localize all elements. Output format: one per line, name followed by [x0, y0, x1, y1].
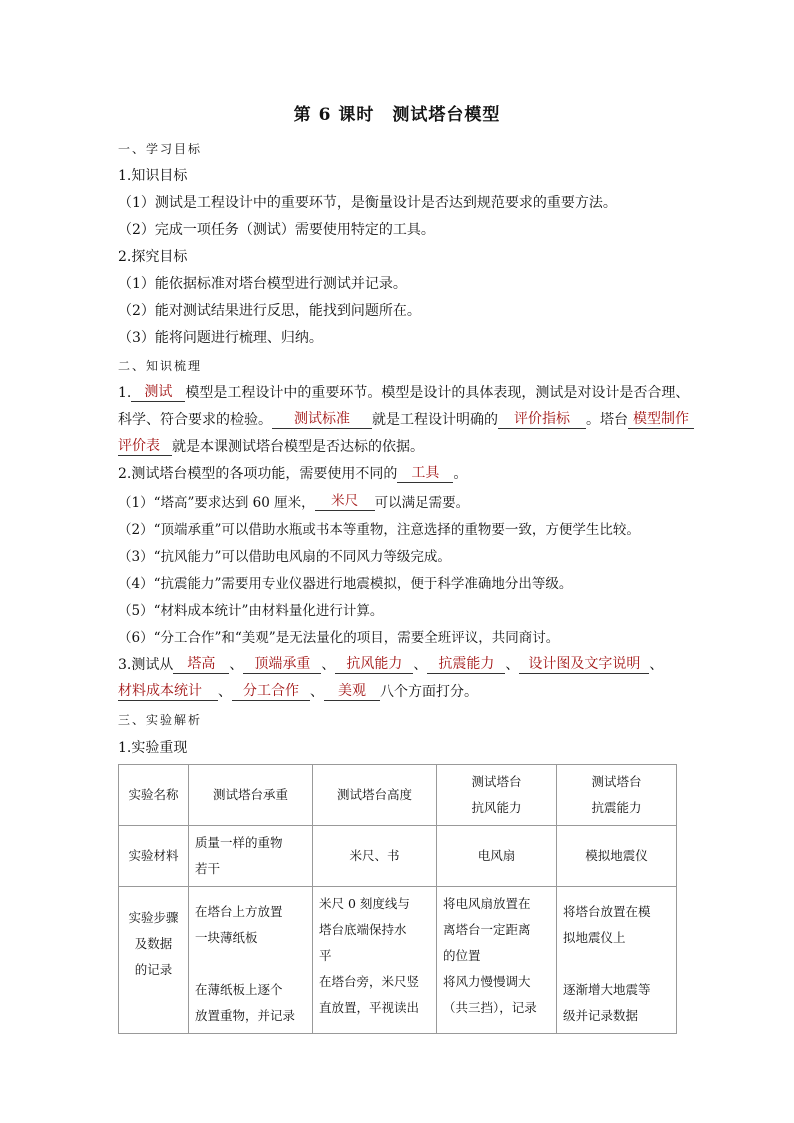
answer-blank [498, 410, 586, 429]
table-cell [189, 826, 313, 887]
cell-line: 实验步骤 [128, 910, 179, 925]
answer-text: 米尺 [331, 493, 359, 509]
section-heading-goals: 一、学习目标 [118, 142, 203, 156]
table-cell [189, 887, 313, 1034]
table-cell [119, 887, 189, 1034]
explore-goal-2: （2）能对测试结果进行反思，能找到问题所在。 [118, 303, 421, 319]
knowledge-goal-1: （1）测试是工程设计中的重要环节，是衡量设计是否达到规范要求的重要方法。 [118, 195, 617, 211]
text: （1）“塔高”要求达到 60 厘米， [118, 495, 315, 511]
experiment-subheading: 1.实验重现 [118, 740, 188, 756]
answer-blank [315, 492, 375, 511]
answer-blank [131, 383, 185, 402]
answer-text: 塔高 [187, 656, 216, 672]
answer-blank [519, 655, 649, 674]
answer-text: 顶端承重 [254, 656, 311, 672]
answer-text: 分工合作 [243, 683, 299, 699]
paragraph-3-line-2 [118, 681, 478, 701]
text: 可以满足需要。 [374, 495, 470, 511]
cell-line: 抗震能力 [591, 800, 642, 815]
cell-line: 测试塔台 [471, 774, 522, 789]
separator: 、 [649, 657, 664, 673]
explore-goal-1: （1）能依据标准对塔台模型进行测试并记录。 [118, 276, 407, 292]
experiment-table [118, 764, 677, 1034]
cell-line: 的位置 [443, 948, 481, 963]
answer-blank [173, 655, 229, 674]
paragraph-1-line-3 [118, 436, 424, 456]
separator: 、 [229, 657, 244, 673]
cell-line: 将风力慢慢调大 [443, 974, 531, 989]
cell-line: 抗风能力 [471, 800, 522, 815]
knowledge-goal-heading: 1.知识目标 [118, 168, 188, 184]
tool-item-3: （3）“抗风能力”可以借助电风扇的不同风力等级完成。 [118, 549, 451, 565]
cell-line: 在塔台旁，米尺竖 [319, 974, 420, 989]
cell-line: 若干 [195, 861, 221, 876]
cell-line: 放置重物，并记录 [195, 1008, 296, 1023]
answer-blank [397, 464, 453, 483]
explore-goal-heading: 2.探究目标 [118, 249, 188, 265]
text: 模型是工程设计中的重要环节。模型是设计的具体表现，测试是对设计是否合理、 [185, 385, 690, 401]
table-cell [437, 887, 557, 1034]
text: 2.测试塔台模型的各项功能，需要使用不同的 [118, 466, 398, 482]
cell-line: 米尺 0 刻度线与 [319, 896, 410, 911]
cell-line: 测试塔台 [591, 774, 642, 789]
answer-text: 评价表 [118, 438, 160, 454]
answer-blank [324, 682, 380, 701]
answer-blank [272, 410, 372, 429]
tool-item-1 [118, 491, 469, 511]
table-cell [313, 887, 437, 1034]
cell-line: 将电风扇放置在 [443, 896, 531, 911]
tool-item-4: （4）“抗震能力”需要用专业仪器进行地震模拟，便于科学准确地分出等级。 [118, 576, 573, 592]
answer-text: 评价指标 [514, 411, 570, 427]
tool-item-5: （5）“材料成本统计”由材料量化进行计算。 [118, 603, 384, 619]
text: 科学、符合要求的检验。 [118, 412, 272, 428]
explore-goal-3: （3）能将问题进行梳理、归纳。 [118, 330, 323, 346]
table-cell [437, 765, 557, 826]
paragraph-1-line-2 [118, 409, 694, 429]
separator: 、 [505, 657, 520, 673]
text: 1. [118, 385, 132, 401]
answer-blank [232, 682, 310, 701]
cell-line: 在塔台上方放置 [195, 904, 283, 919]
answer-blank [118, 682, 218, 701]
separator: 、 [321, 657, 336, 673]
cell-line: 离塔台一定距离 [443, 922, 531, 937]
answer-text: 测试 [144, 384, 173, 400]
cell-line: 将塔台放置在模 [563, 904, 651, 919]
cell-line: 的记录 [134, 962, 173, 977]
table-cell [557, 765, 677, 826]
answer-blank [243, 655, 321, 674]
answer-blank [427, 655, 505, 674]
text: 就是工程设计明确的 [372, 412, 498, 428]
text: 就是本课测试塔台模型是否达标的依据。 [172, 439, 424, 455]
table-cell: 模拟地震仪 [557, 826, 677, 887]
answer-text: 材料成本统计 [118, 683, 202, 699]
section-heading-knowledge: 二、知识梳理 [118, 359, 203, 373]
table-header-row [119, 765, 677, 826]
text: 。塔台 [586, 412, 628, 428]
text: 3.测试从 [118, 657, 174, 673]
cell-line: 直放置，平视读出 [319, 1000, 420, 1015]
paragraph-3-line-1 [118, 654, 663, 674]
answer-text: 美观 [338, 683, 366, 699]
cell-line: 在薄纸板上逐个 [195, 982, 283, 997]
cell-line: 塔台底端保持水 [319, 922, 407, 937]
table-cell [557, 887, 677, 1034]
table-cell: 实验材料 [119, 826, 189, 887]
table-cell: 米尺、书 [313, 826, 437, 887]
cell-line: 质量一样的重物 [195, 835, 283, 850]
table-cell: 电风扇 [437, 826, 557, 887]
answer-text: 抗震能力 [438, 656, 495, 672]
cell-line: 平 [319, 948, 332, 963]
text: 。 [453, 466, 468, 482]
separator: 、 [310, 684, 324, 700]
answer-blank [335, 655, 413, 674]
text: 八个方面打分。 [380, 684, 478, 700]
knowledge-goal-2: （2）完成一项任务（测试）需要使用特定的工具。 [118, 222, 435, 238]
table-cell: 测试塔台高度 [313, 765, 437, 826]
section-heading-experiment: 三、实验解析 [118, 713, 203, 727]
cell-line: （共三挡），记录 [443, 1000, 537, 1015]
tool-item-2: （2）“顶端承重”可以借助水瓶或书本等重物，注意选择的重物要一致，方便学生比较。 [118, 522, 640, 538]
cell-line: 逐渐增大地震等 [563, 982, 651, 997]
cell-line: 拟地震仪上 [563, 930, 626, 945]
table-cell: 实验名称 [119, 765, 189, 826]
paragraph-2 [118, 463, 467, 483]
table-row [119, 887, 677, 1034]
paragraph-1-line-1 [118, 382, 689, 402]
table-row [119, 826, 677, 887]
page-title: 第 6 课时 测试塔台模型 [293, 105, 501, 125]
answer-text: 模型制作 [633, 411, 689, 427]
answer-text: 抗风能力 [346, 656, 403, 672]
cell-line: 一块薄纸板 [195, 930, 258, 945]
tool-item-6: （6）“分工合作”和“美观”是无法量化的项目，需要全班评议，共同商讨。 [118, 630, 560, 646]
separator: 、 [218, 684, 232, 700]
separator: 、 [413, 657, 428, 673]
cell-line: 级并记录数据 [563, 1008, 639, 1023]
answer-text: 设计图及文字说明 [528, 656, 641, 672]
answer-blank [118, 437, 172, 456]
cell-line: 及数据 [134, 936, 173, 951]
answer-text: 工具 [411, 465, 440, 481]
answer-text: 测试标准 [294, 411, 350, 427]
answer-blank [628, 410, 694, 429]
table-cell: 测试塔台承重 [189, 765, 313, 826]
